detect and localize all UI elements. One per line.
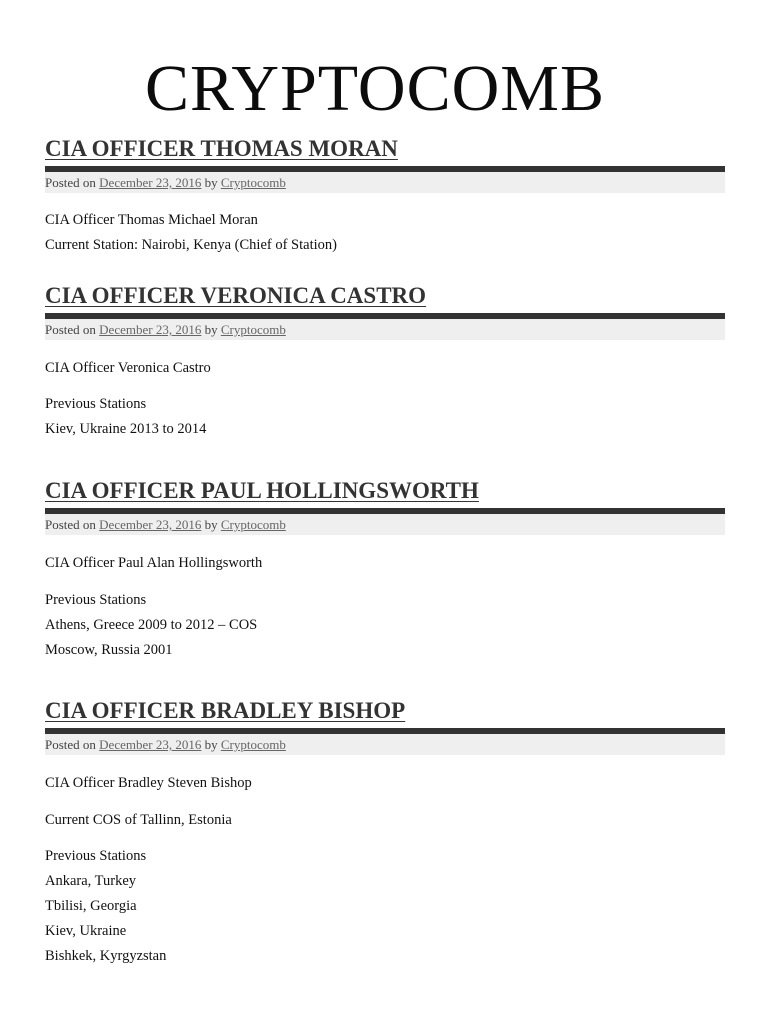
site-logo[interactable]: CRYPTOCOMB [145,52,605,125]
post [45,698,725,969]
post-title-link[interactable]: CIA OFFICER PAUL HOLLINGSWORTH [45,478,479,503]
post-paragraph [45,771,725,796]
post-text-line: Moscow, Russia 2001 [45,642,173,658]
posted-on-label: Posted on [45,517,96,532]
post-text-line: Previous Stations [45,848,147,864]
by-label: by [204,517,218,532]
by-label: by [204,175,218,190]
post-text-line: Previous Stations [45,396,147,412]
author-link[interactable]: Cryptocomb [220,737,286,752]
post-body [45,356,725,442]
post-title [45,283,725,309]
post-text-line: Athens, Greece 2009 to 2012 – COS [45,617,258,633]
post-text-line: CIA Officer Thomas Michael Moran [45,212,258,228]
post-text-line: Kiev, Ukraine 2013 to 2014 [45,421,207,437]
post-text-line: Previous Stations [45,592,147,608]
post-paragraph [45,356,725,381]
posted-on-label: Posted on [45,175,96,190]
post [45,478,725,663]
post-meta [45,728,725,755]
post-paragraph [45,588,725,663]
post-text-line: Current Station: Nairobi, Kenya (Chief of Station) [45,237,337,253]
post-meta [45,508,725,535]
post-text-line: CIA Officer Bradley Steven Bishop [45,775,252,791]
post-paragraph [45,844,725,969]
author-link[interactable]: Cryptocomb [220,175,286,190]
post-paragraph [45,208,725,258]
post-meta [45,313,725,340]
post-text-line: CIA Officer Veronica Castro [45,360,211,376]
post-text-line: CIA Officer Paul Alan Hollingsworth [45,555,263,571]
post-title-link[interactable]: CIA OFFICER VERONICA CASTRO [45,283,427,308]
author-link[interactable]: Cryptocomb [220,322,286,337]
post-body [45,208,725,258]
post-title-link[interactable]: CIA OFFICER BRADLEY BISHOP [45,698,406,723]
post-title [45,698,725,724]
post-date-link[interactable]: December 23, 2016 [99,517,202,532]
post-text-line: Current COS of Tallinn, Estonia [45,812,232,828]
post-text-line: Ankara, Turkey [45,873,137,889]
posted-on-label: Posted on [45,322,96,337]
by-label: by [204,322,218,337]
post-date-link[interactable]: December 23, 2016 [99,737,202,752]
post-title [45,478,725,504]
author-link[interactable]: Cryptocomb [220,517,286,532]
post-date-link[interactable]: December 23, 2016 [99,322,202,337]
post-meta [45,166,725,193]
post-body [45,771,725,969]
post-date-link[interactable]: December 23, 2016 [99,175,202,190]
post-paragraph [45,808,725,833]
post-paragraph [45,551,725,576]
posted-on-label: Posted on [45,737,96,752]
post-title [45,136,725,162]
post [45,136,725,258]
post-text-line: Tbilisi, Georgia [45,898,137,914]
post-text-line: Bishkek, Kyrgyzstan [45,948,167,964]
post-body [45,551,725,663]
by-label: by [204,737,218,752]
post [45,283,725,442]
post-text-line: Kiev, Ukraine [45,923,127,939]
post-paragraph [45,392,725,442]
post-title-link[interactable]: CIA OFFICER THOMAS MORAN [45,136,398,161]
